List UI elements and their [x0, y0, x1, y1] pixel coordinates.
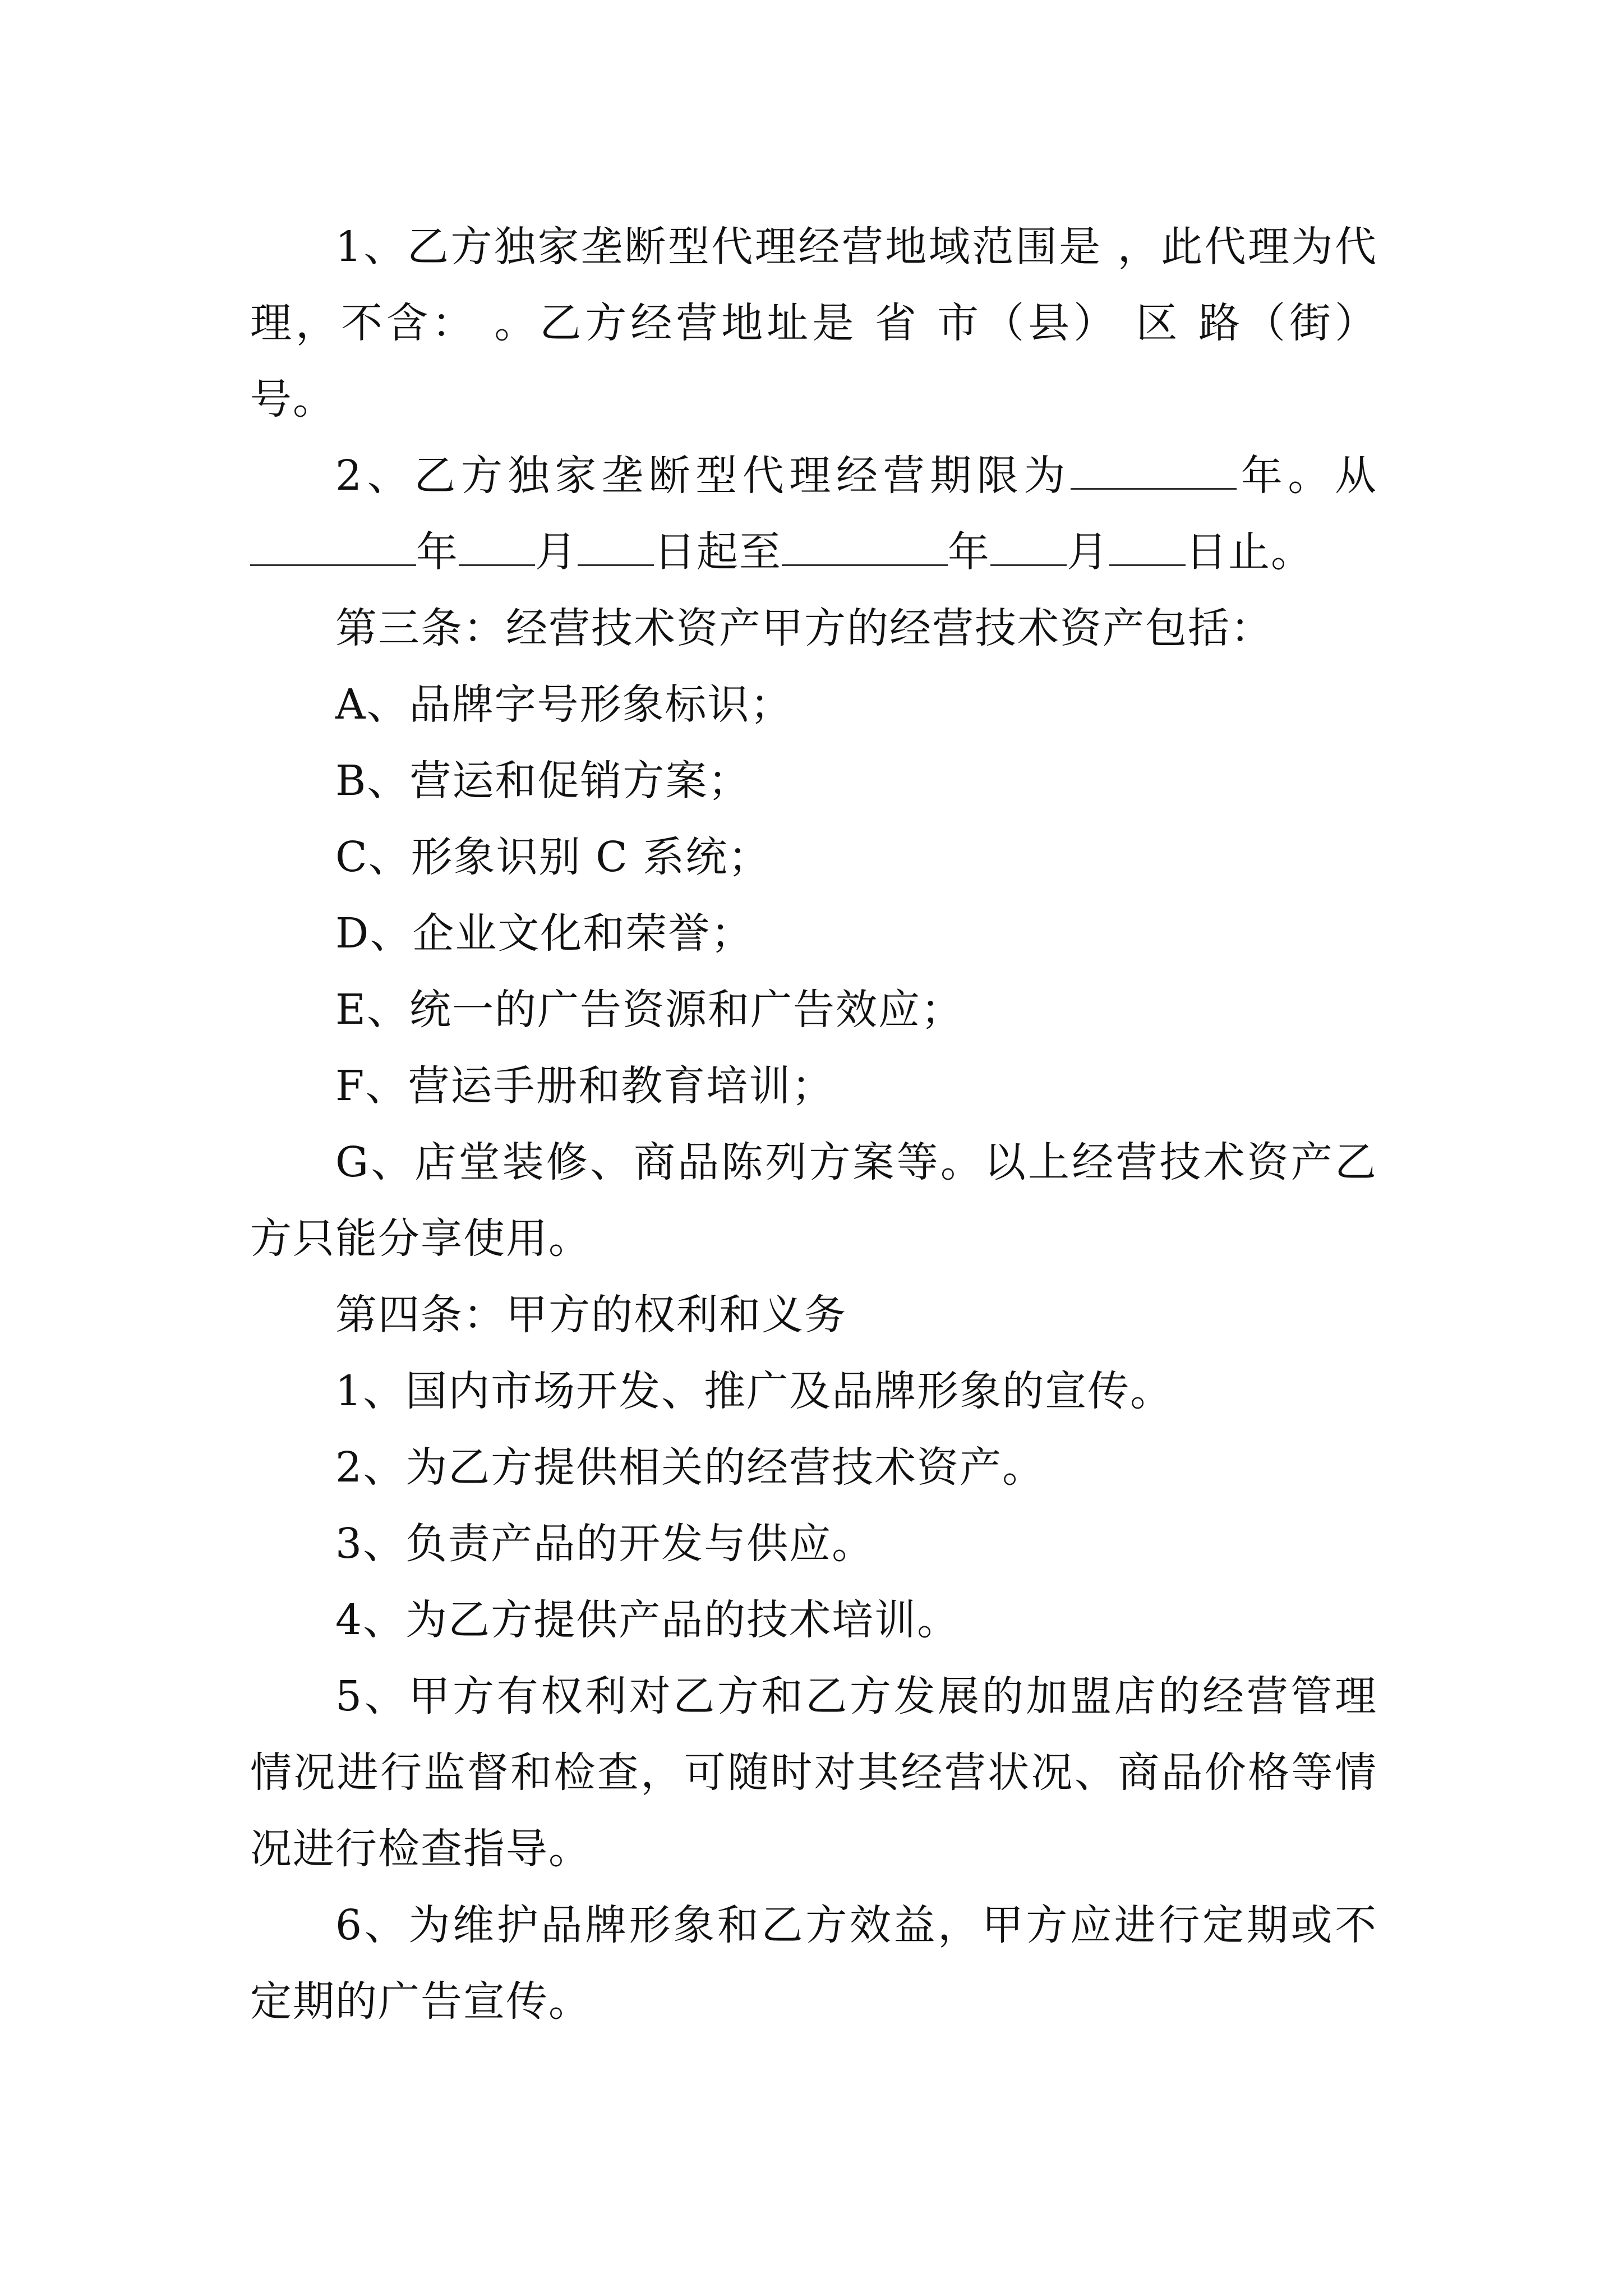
- asset-item-e: E、统一的广告资源和广告效应；: [335, 986, 964, 1034]
- party-a-duty-4: 4、为乙方提供产品的技术培训。: [335, 1596, 960, 1644]
- document-body: [250, 209, 1377, 2040]
- clause-term-text: 年: [948, 528, 990, 576]
- party-a-duty-3: 3、负责产品的开发与供应。: [335, 1520, 875, 1568]
- party-a-duty-1: 1、国内市场开发、推广及品牌形象的宣传。: [335, 1367, 1173, 1415]
- clause-term-text: 年: [416, 528, 459, 576]
- asset-item-g: G、店堂装修、商品陈列方案等。以上经营技术资产乙方只能分享使用。: [250, 1138, 1377, 1263]
- clause-term-text: 日止。: [1186, 528, 1313, 576]
- asset-item-d: D、企业文化和荣誉；: [335, 909, 754, 958]
- party-a-duty-5: 5、甲方有权利对乙方和乙方发展的加盟店的经营管理情况进行监督和检查，可随时对其经营状况、商品价格等情况进行检查指导。: [250, 1672, 1377, 1873]
- party-a-duty-6: 6、为维护品牌形象和乙方效益，甲方应进行定期或不定期的广告宣传。: [250, 1901, 1377, 2026]
- asset-item-c: C、形象识别 C 系统；: [335, 833, 771, 881]
- article-3-heading: 第三条：经营技术资产甲方的经营技术资产包括：: [335, 604, 1273, 652]
- clause-term-text: 日起至: [654, 528, 782, 576]
- asset-item-a: A、品牌字号形象标识；: [335, 680, 793, 729]
- clause-term-text: 2、乙方独家垄断型代理经营期限为: [335, 452, 1071, 500]
- blank-years: [1071, 447, 1237, 490]
- clause-term-text: 月: [535, 528, 578, 576]
- blank-start-year: [250, 523, 416, 566]
- asset-item-f: F、营运手册和教育培训；: [335, 1062, 834, 1110]
- blank-end-day: [1109, 523, 1186, 566]
- blank-end-year: [782, 523, 948, 566]
- party-a-duty-2: 2、为乙方提供相关的经营技术资产。: [335, 1443, 1045, 1492]
- clause-territory: 1、乙方独家垄断型代理经营地域范围是 ，此代理为代理，不含： 。乙方经营地址是 省 市（县） 区 路（街）号。: [250, 223, 1377, 424]
- clause-term: [250, 438, 1377, 590]
- blank-start-month: [459, 523, 535, 566]
- blank-end-month: [990, 523, 1067, 566]
- article-4-heading: 第四条：甲方的权利和义务: [335, 1291, 847, 1339]
- clause-term-text: 年。从: [1237, 452, 1377, 500]
- blank-start-day: [578, 523, 654, 566]
- clause-term-text: 月: [1067, 528, 1109, 576]
- asset-item-b: B、营运和促销方案；: [335, 757, 751, 805]
